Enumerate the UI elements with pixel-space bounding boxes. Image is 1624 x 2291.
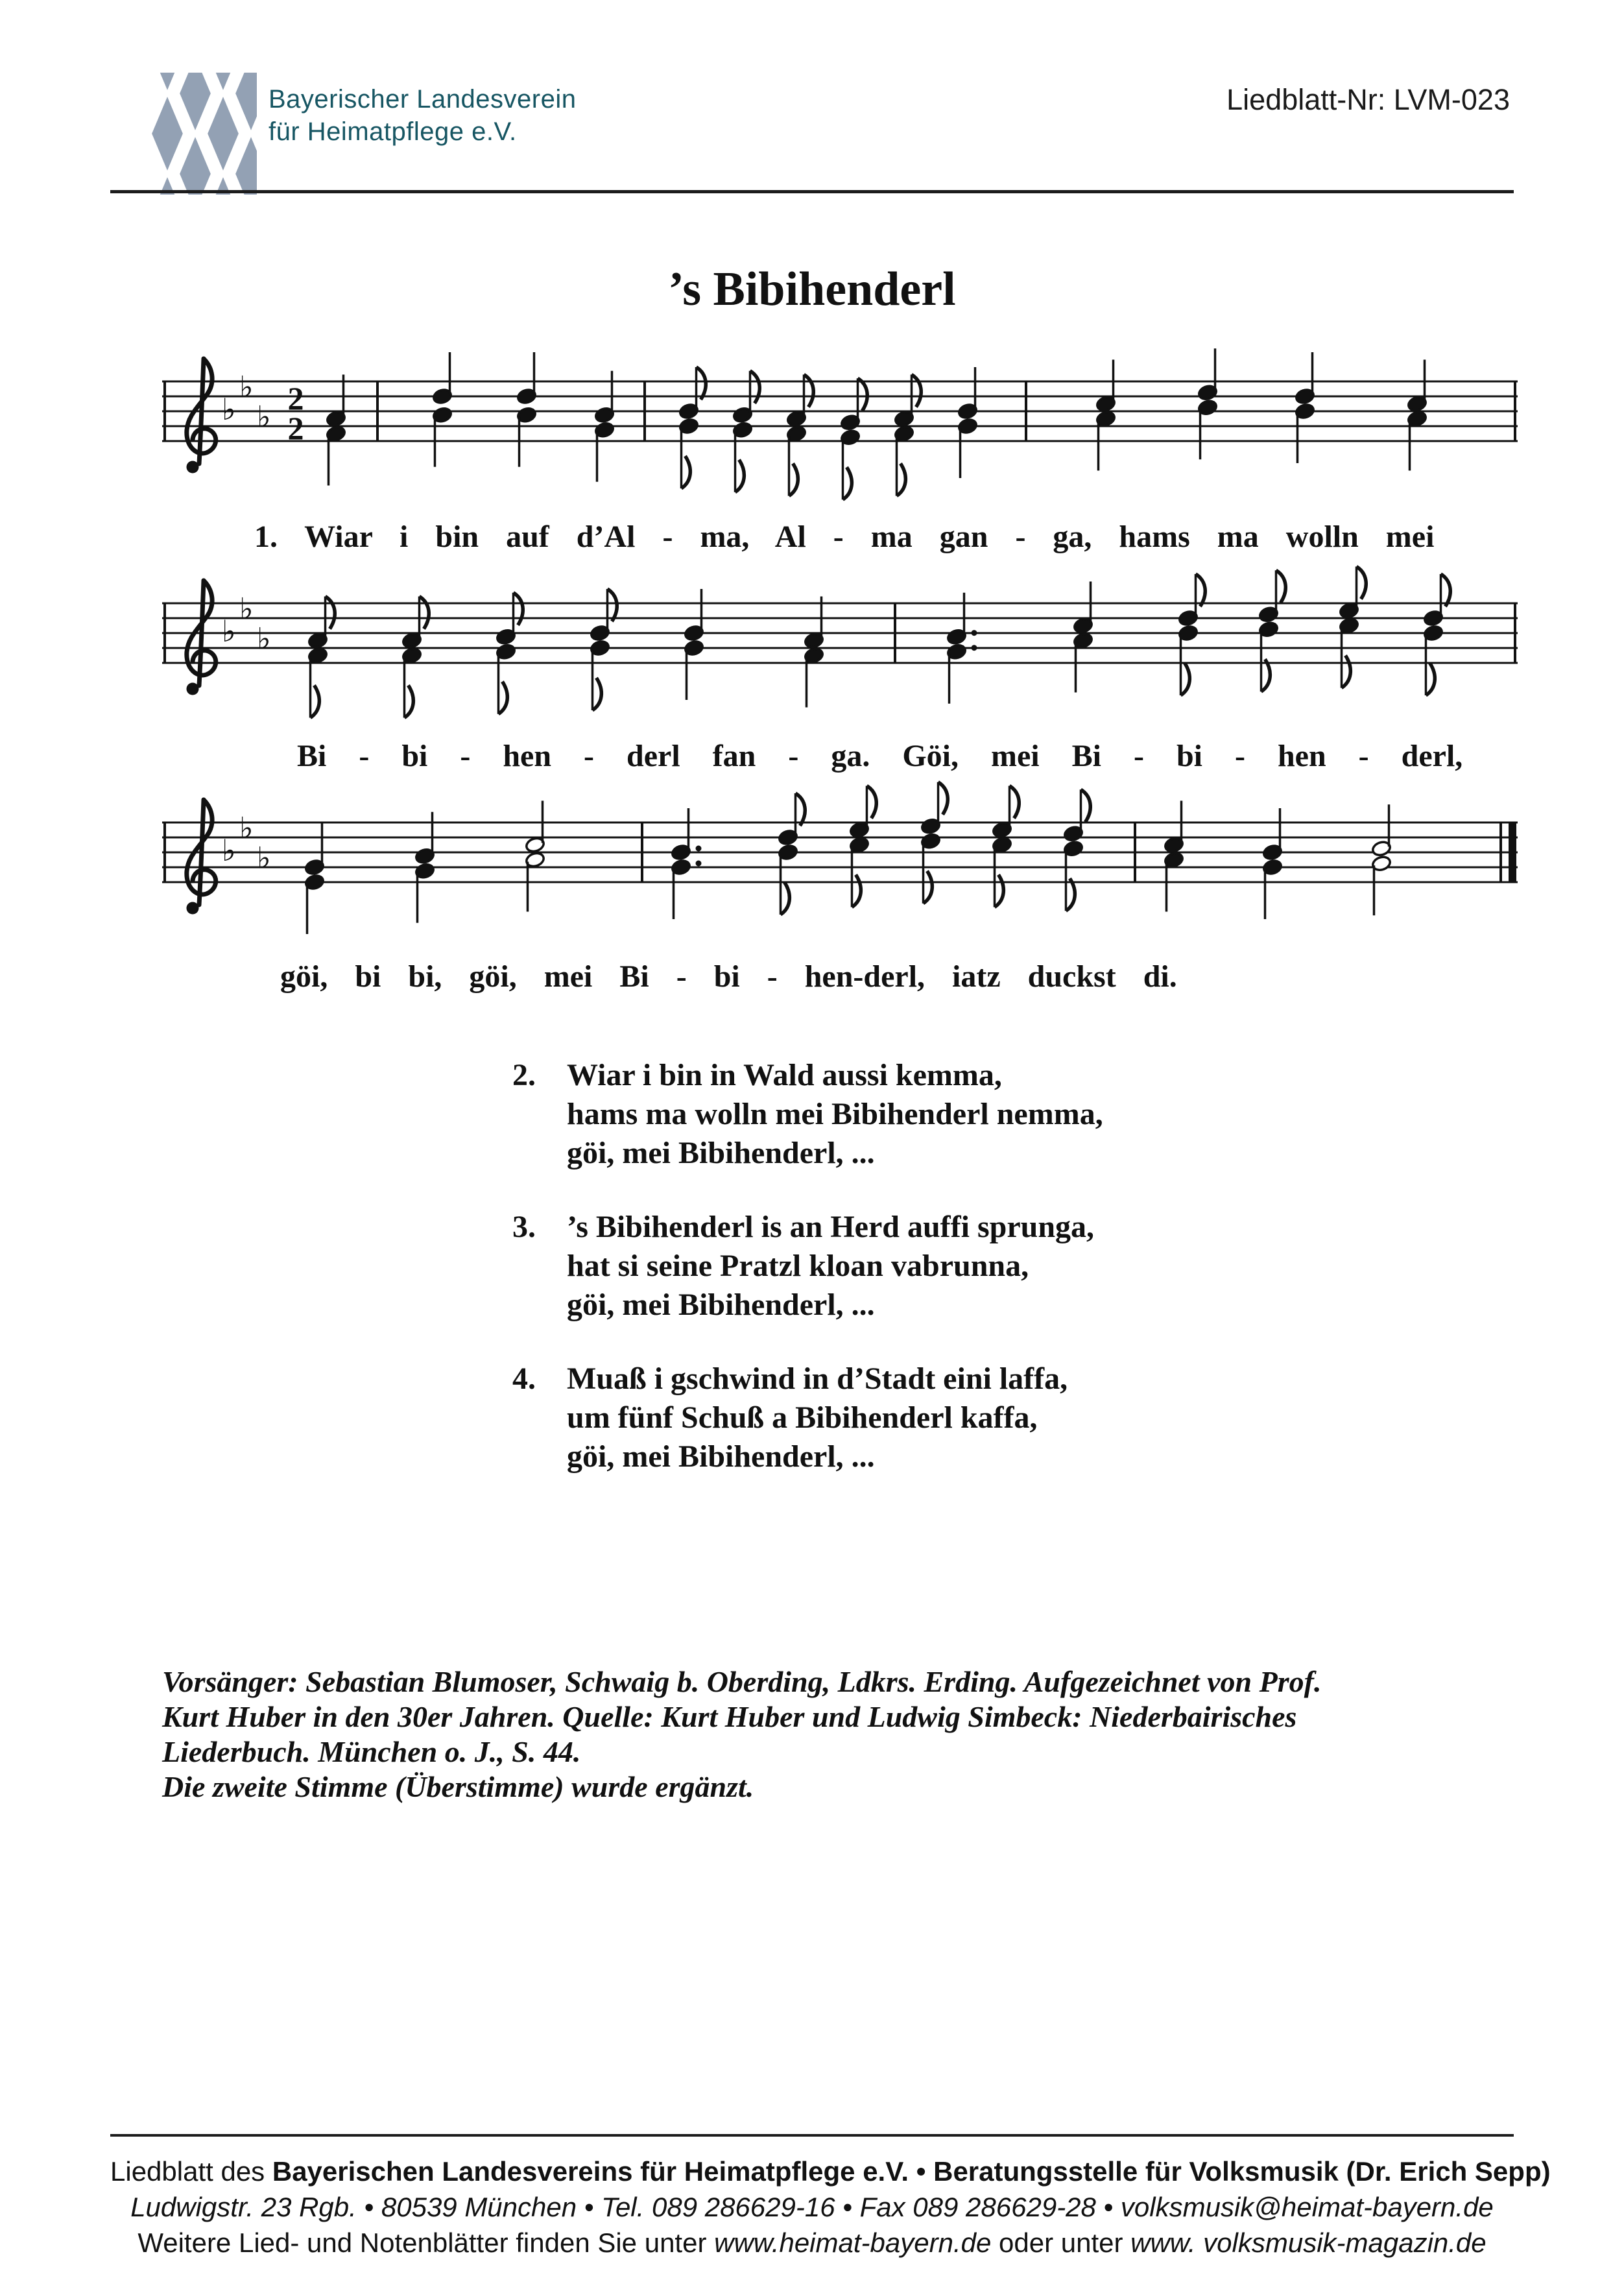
verse-2-line-2: hams ma wolln mei Bibihenderl nemma,: [567, 1097, 1103, 1131]
lyrics-line-3: göi, bi bi, göi, mei Bi - bi - hen-derl, iatz duckst di.: [280, 959, 1177, 994]
source-note-line-4: Die zweite Stimme (Überstimme) wurde ergänzt.: [162, 1770, 754, 1803]
svg-text:2: 2: [287, 410, 304, 446]
flat-sign-icon: ♭: [222, 614, 236, 649]
verse-2: [512, 1056, 1103, 1173]
source-note-line-1: Vorsänger: Sebastian Blumoser, Schwaig b. Oberding, Ldkrs. Erding. Aufgezeichnet von Prof.: [162, 1665, 1322, 1698]
footer-publisher-name: Bayerischen Landesvereins für Heimatpflege e.V.: [272, 2156, 909, 2187]
verse-3-line-2: hat si seine Pratzl kloan vabrunna,: [567, 1249, 1029, 1283]
song-title: ’s Bibihenderl: [668, 263, 956, 316]
footer-url-volksmusik-magazin: www. volksmusik-magazin.de: [1130, 2227, 1487, 2258]
flat-sign-icon: ♭: [257, 840, 271, 876]
flat-sign-icon: ♭: [239, 591, 254, 627]
staff-system-1: [162, 336, 1518, 534]
footer-line-3: [110, 2225, 1514, 2261]
footer-more-sheets-text: Weitere Lied- und Notenblätter finden Sie unter: [137, 2227, 715, 2258]
verse-3-number: 3.: [512, 1210, 536, 1244]
staff-svg: [162, 777, 1518, 975]
footer-or-text: oder unter: [991, 2227, 1131, 2258]
verse-2-number: 2.: [512, 1058, 536, 1092]
footer-publisher-prefix: Liedblatt des: [110, 2156, 272, 2187]
organization-name: [269, 83, 576, 148]
footer-bullet: •: [909, 2156, 934, 2187]
verse-3-line-1: ’s Bibihenderl is an Herd auffi sprunga,: [567, 1210, 1095, 1244]
flat-sign-icon: ♭: [239, 369, 254, 405]
footer-divider: [110, 2134, 1514, 2137]
lyrics-line-1: 1. Wiar i bin auf d’Al - ma, Al - ma gan - ga, hams ma wolln mei: [254, 520, 1435, 554]
bavarian-lozenge-logo-icon: [148, 73, 257, 195]
treble-clef-icon: [187, 581, 216, 695]
flat-sign-icon: ♭: [239, 810, 254, 846]
source-note-line-2: Kurt Huber in den 30er Jahren. Quelle: Kurt Huber und Ludwig Simbeck: Niederbairisches: [162, 1700, 1297, 1733]
source-note: [162, 1664, 1524, 1805]
flat-sign-icon: ♭: [222, 833, 236, 868]
verse-4-number: 4.: [512, 1361, 536, 1396]
organization-name-line2: für Heimatpflege e.V.: [269, 117, 517, 146]
verse-4: [512, 1360, 1103, 1476]
flat-sign-icon: ♭: [257, 621, 271, 656]
header-divider: [110, 190, 1514, 193]
logo-diamonds: [148, 73, 257, 195]
footer-contact-line: Ludwigstr. 23 Rgb. • 80539 München • Tel. 089 286629-16 • Fax 089 286629-28 • volksmusik@heimat-bayern.de: [130, 2192, 1494, 2222]
footer-line-1: [110, 2153, 1551, 2189]
verse-2-line-3: göi, mei Bibihenderl, ...: [567, 1136, 875, 1170]
verses-block: [512, 1056, 1103, 1511]
footer: [110, 2153, 1551, 2261]
footer-url-heimat-bayern: www.heimat-bayern.de: [714, 2227, 992, 2258]
source-note-line-3: Liederbuch. München o. J., S. 44.: [162, 1735, 581, 1768]
svg-text:2: 2: [287, 380, 304, 416]
treble-clef-icon: [187, 800, 216, 915]
flat-sign-icon: ♭: [222, 392, 236, 427]
verse-4-line-2: um fünf Schuß a Bibihenderl kaffa,: [567, 1400, 1038, 1435]
staff-system-3: [162, 777, 1518, 975]
verse-4-line-3: göi, mei Bibihenderl, ...: [567, 1439, 875, 1474]
treble-clef-icon: [187, 359, 216, 474]
staff-svg: [162, 558, 1518, 756]
verse-2-line-1: Wiar i bin in Wald aussi kemma,: [567, 1058, 1002, 1092]
staff-svg: [162, 336, 1518, 534]
verse-3: [512, 1208, 1103, 1325]
lyrics-line-2: Bi - bi - hen - derl fan - ga. Göi, mei Bi - bi - hen - derl,: [297, 739, 1463, 773]
footer-advisory-office: Beratungsstelle für Volksmusik (Dr. Erich Sepp): [933, 2156, 1551, 2187]
staff-system-2: [162, 558, 1518, 756]
verse-4-line-1: Muaß i gschwind in d’Stadt eini laffa,: [567, 1361, 1068, 1396]
verse-3-line-3: göi, mei Bibihenderl, ...: [567, 1288, 875, 1322]
organization-name-line1: Bayerischer Landesverein: [269, 85, 577, 114]
sheet-number: Liedblatt-Nr: LVM-023: [1226, 83, 1510, 116]
flat-sign-icon: ♭: [257, 399, 271, 435]
